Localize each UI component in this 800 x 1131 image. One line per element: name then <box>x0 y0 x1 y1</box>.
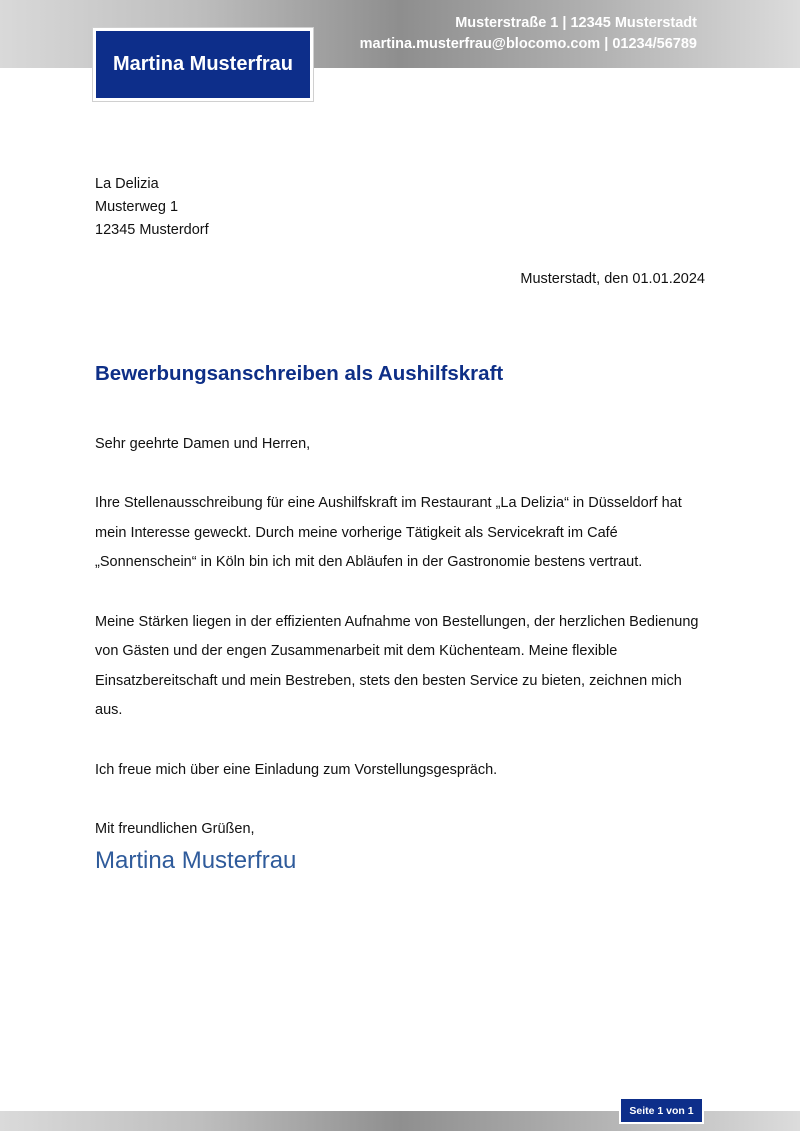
page-number-badge: Seite 1 von 1 <box>619 1097 704 1124</box>
signature: Martina Musterfrau <box>95 847 297 874</box>
closing: Mit freundlichen Grüßen, <box>95 820 255 837</box>
recipient-name: La Delizia <box>95 176 159 192</box>
paragraph: Ich freue mich über eine Einladung zum Vorstellungsgespräch. <box>95 761 498 778</box>
sender-name: Martina Musterfrau <box>112 53 294 75</box>
letter-subject: Bewerbungsanschreiben als Aushilfskraft <box>95 362 504 385</box>
recipient-address <box>95 173 209 242</box>
paragraph: Ihre Stellenausschreibung für eine Aushilfskraft im Restaurant „La Delizia“ in Düsseldorf hat mein Interesse geweckt. Durch meine vorherige Tätigkeit als Servicekraft im Café „Sonnenschein“ in Köln bin ich mit den Abläufen in der Gastronomie bestens vertraut. <box>95 495 682 571</box>
letter-date: Musterstadt, den 01.01.2024 <box>520 271 705 287</box>
name-box <box>93 28 313 101</box>
paragraph: Meine Stärken liegen in der effizienten Aufnahme von Bestellungen, der herzlichen Bedienung von Gästen und der engen Zusammenarbeit mit dem Küchenteam. Meine flexible Einsatzbereitschaft und mein Bestreben, stets den besten Service zu bieten, zeichnen mich aus. <box>95 613 699 719</box>
salutation: Sehr geehrte Damen und Herren, <box>95 436 311 452</box>
letter-body <box>95 430 707 844</box>
contact-info <box>360 13 697 55</box>
recipient-street: Musterweg 1 <box>95 199 179 215</box>
recipient-city: 12345 Musterdorf <box>95 222 209 238</box>
contact-email-phone: martina.musterfrau@blocomo.com | 01234/56789 <box>359 36 697 52</box>
contact-address: Musterstraße 1 | 12345 Musterstadt <box>455 15 697 31</box>
